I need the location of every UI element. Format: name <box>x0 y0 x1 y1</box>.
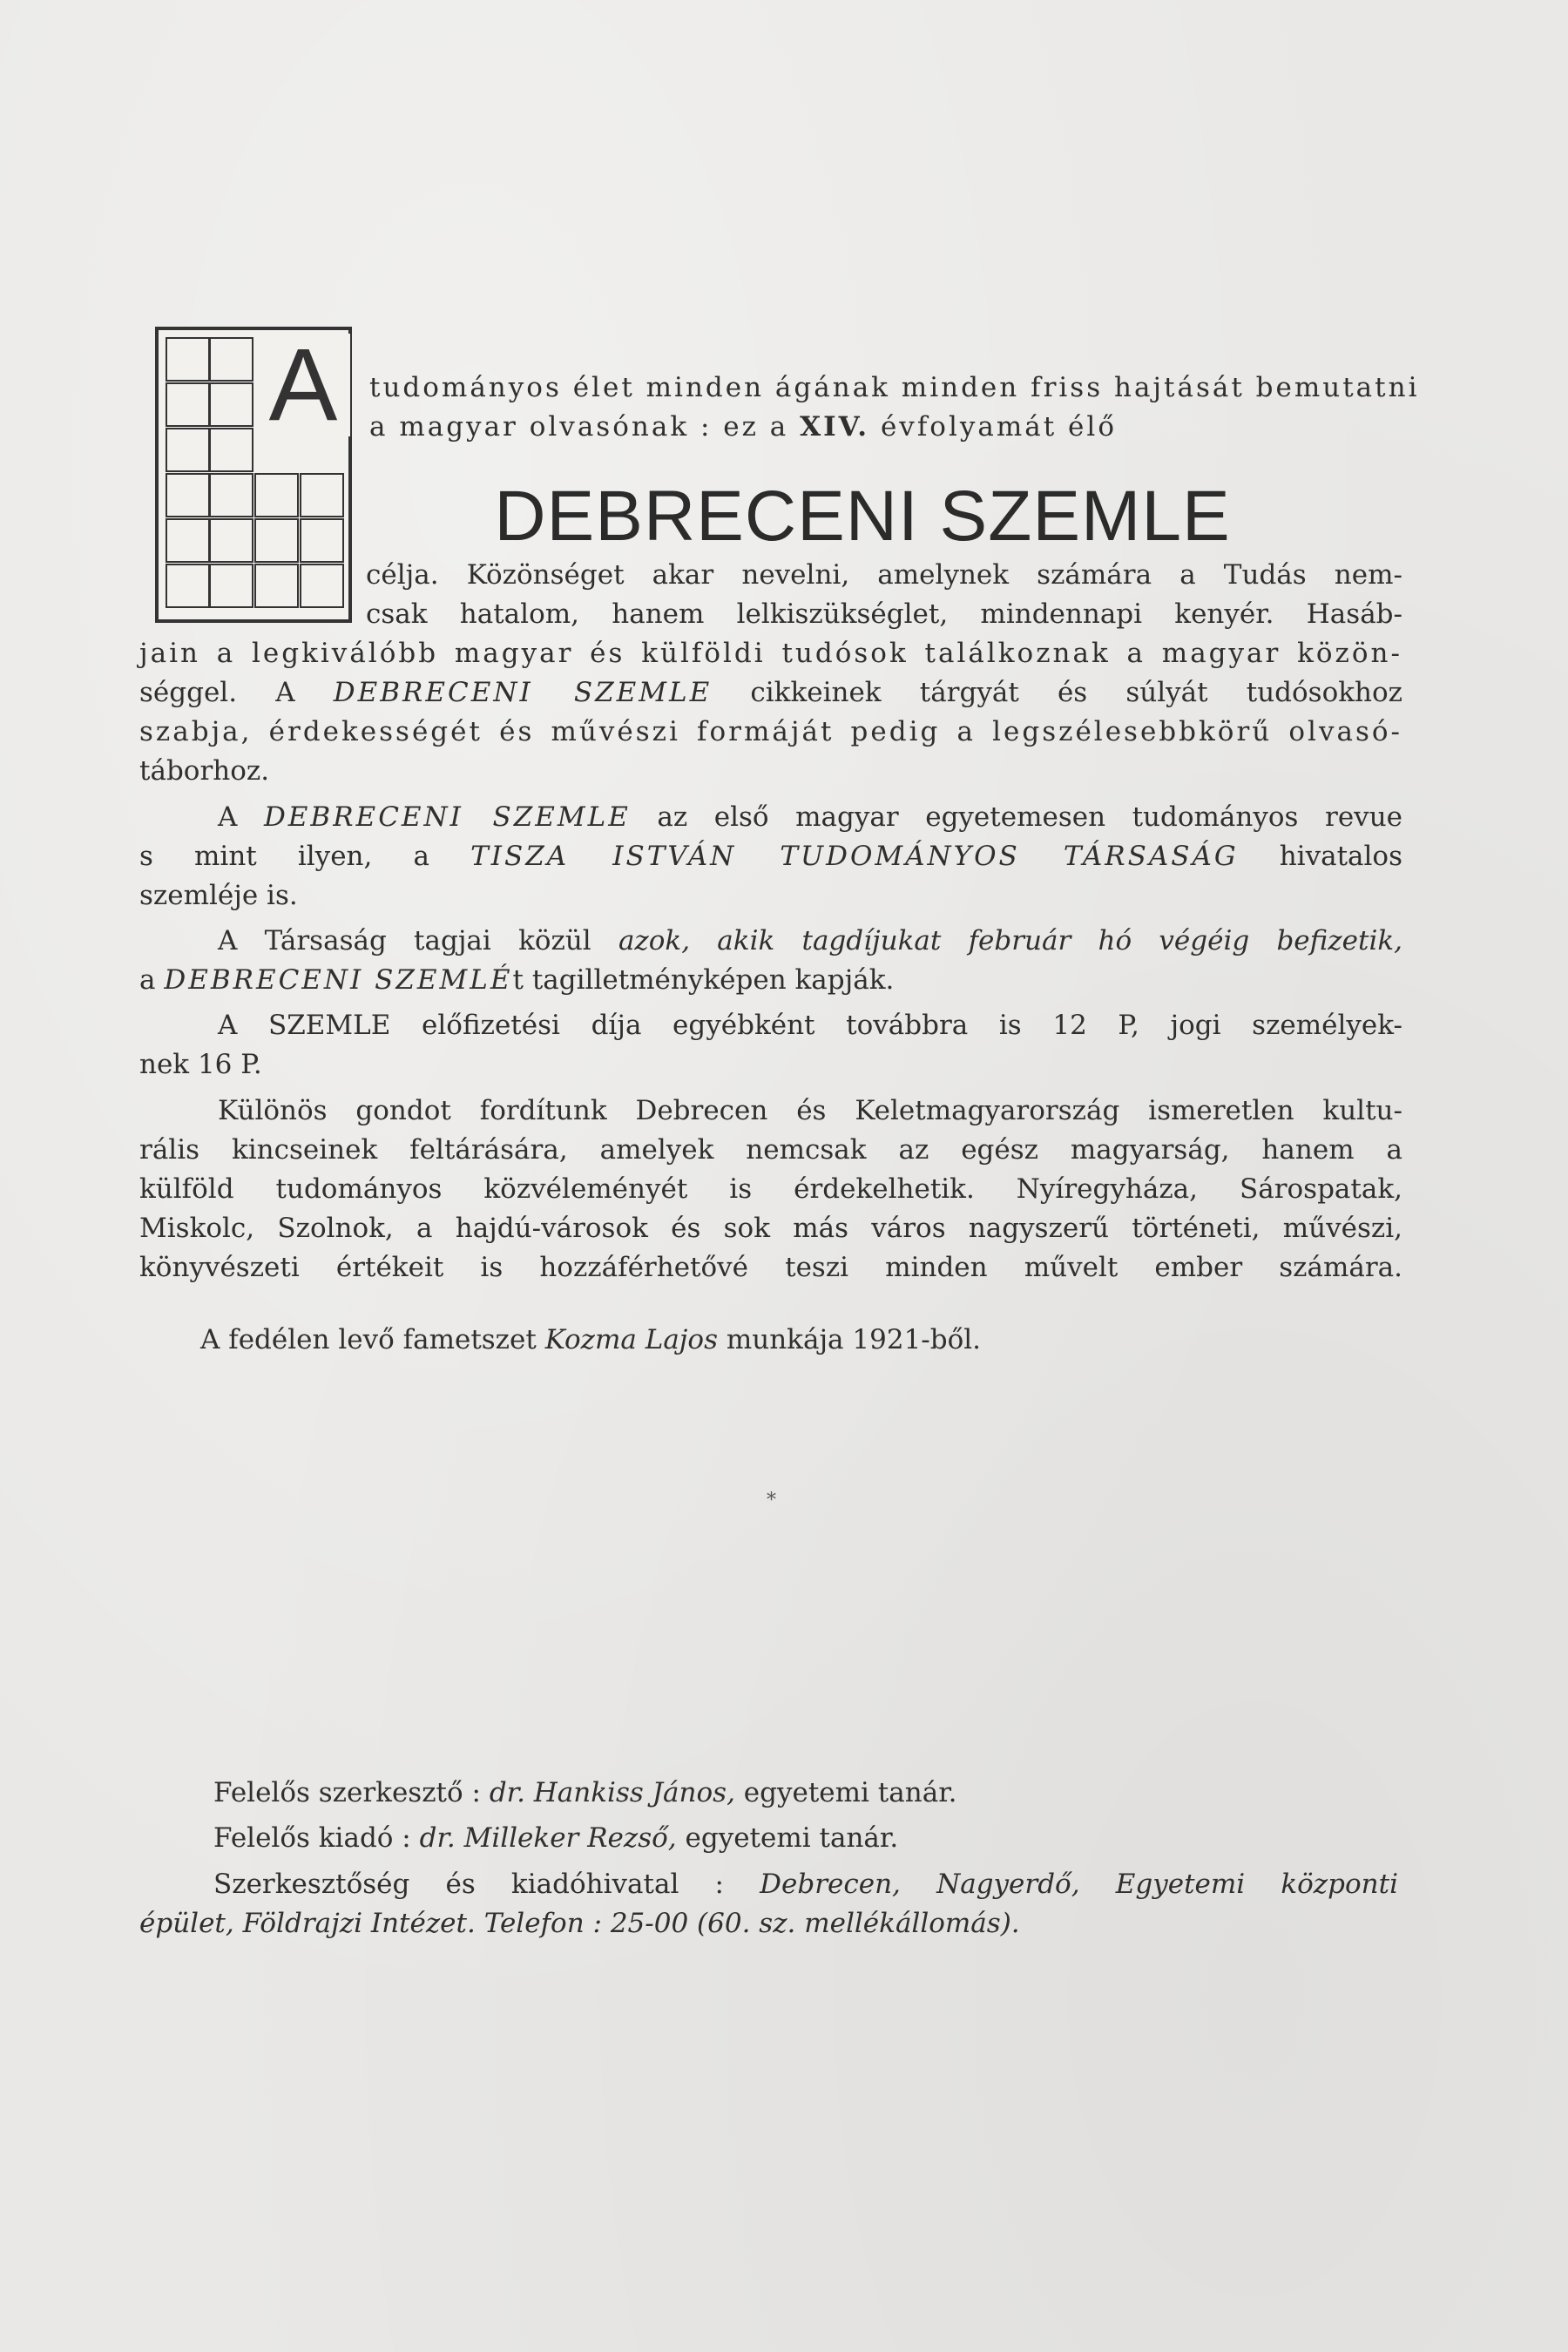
ornament-tile <box>254 564 299 608</box>
ornament-tile <box>209 382 253 427</box>
p3-title-ref: DEBRECENI SZEMLÉ <box>164 964 513 996</box>
imprint-editor-title: egyetemi tanár. <box>734 1777 957 1808</box>
imprint-editor <box>213 1775 956 1810</box>
p3-line-2 <box>139 963 894 997</box>
p2-line-1-c: az első magyar egyetemesen tudományos revue <box>630 801 1403 833</box>
separator-star: * <box>767 1490 776 1511</box>
cover-note-c: munkája 1921-ből. <box>718 1324 982 1355</box>
p1-line-6: táborhoz. <box>139 755 270 787</box>
society-name: TISZA ISTVÁN TUDOMÁNYOS TÁRSASÁG <box>470 841 1239 872</box>
imprint-office-line-1 <box>213 1867 1398 1902</box>
p1-line-4 <box>139 675 1402 710</box>
volume-number: XIV. <box>800 411 870 443</box>
ornament-tile <box>166 564 210 608</box>
ornamental-initial <box>155 327 352 623</box>
imprint-publisher-title: egyetemi tanár. <box>676 1822 899 1854</box>
ornament-tile <box>166 428 210 472</box>
journal-title: DEBRECENI SZEMLE <box>494 476 1231 556</box>
p1-title-ref: DEBRECENI SZEMLE <box>333 677 713 708</box>
p5-line-5: könyvészeti értékeit is hozzáférhetővé teszi minden művelt ember számára. <box>139 1252 1402 1283</box>
p3-line-2-c: t tagilletményképen kapják. <box>512 964 895 996</box>
p1-line-1: célja. Közönséget akar nevelni, amelynek számára a Tudás nem- <box>366 559 1402 591</box>
cover-note-a: A fedélen levő fametszet <box>200 1324 545 1355</box>
intro-line-2-end: évfolyamát élő <box>869 411 1117 443</box>
ornament-tile <box>209 428 253 472</box>
p1-line-4-c: cikkeinek tárgyát és súlyát tudósokhoz <box>712 677 1402 708</box>
intro-line-2-text: a magyar olvasónak : ez a <box>369 411 801 443</box>
p3-line-1-a: A Társaság tagjai közül <box>218 925 618 956</box>
imprint-editor-label: Felelős szerkesztő : <box>213 1777 490 1808</box>
p3-line-1 <box>218 923 1402 958</box>
imprint-office-address: Debrecen, Nagyerdő, Egyetemi központi <box>760 1869 1398 1900</box>
p3-membership-note: azok, akik tagdíjukat február hó végéig befizetik, <box>618 925 1402 956</box>
p2-line-3: szemléje is. <box>139 880 298 911</box>
p3-line-2-a: a <box>139 964 165 996</box>
p1-line-2: csak hatalom, hanem lelkiszükséglet, mindennapi kenyér. Hasáb- <box>366 598 1402 630</box>
p2-title-ref: DEBRECENI SZEMLE <box>263 801 631 833</box>
initial-letter: A <box>256 334 350 436</box>
imprint-office-label: Szerkesztőség és kiadóhivatal : <box>213 1869 760 1900</box>
p1-line-5: szabja, érdekességét és művészi formáját pedig a legszélesebbkörű olvasó- <box>139 716 1402 747</box>
p4-line-2: nek 16 P. <box>139 1049 262 1080</box>
intro-line-1: tudományos élet minden ágának minden friss hajtását bemutatni <box>369 372 1420 403</box>
p2-line-2 <box>139 839 1402 874</box>
ornament-tile <box>166 337 210 382</box>
p2-line-1 <box>218 800 1402 835</box>
ornament-tile <box>300 564 344 608</box>
p5-line-4: Miskolc, Szolnok, a hajdú-városok és sok más város nagyszerű történeti, művészi, <box>139 1213 1402 1244</box>
p4-line-1: A SZEMLE előfizetési díja egyébként továbbra is 12 P, jogi személyek- <box>218 1010 1402 1041</box>
artist-name: Kozma Lajos <box>544 1324 718 1355</box>
ornament-tile <box>209 564 253 608</box>
imprint-office-line-2: épület, Földrajzi Intézet. Telefon : 25-00 (60. sz. mellékállomás). <box>139 1908 1020 1939</box>
imprint-publisher <box>213 1821 898 1855</box>
p2-line-1-a: A <box>218 801 264 833</box>
p2-line-2-a: s mint ilyen, a <box>139 841 471 872</box>
imprint-publisher-name: dr. Milleker Rezső, <box>419 1822 677 1854</box>
imprint-publisher-label: Felelős kiadó : <box>213 1822 420 1854</box>
ornament-tile <box>166 382 210 427</box>
p1-line-3: jain a legkiválóbb magyar és külföldi tudósok találkoznak a magyar közön- <box>139 638 1402 669</box>
ornament-tile <box>209 337 253 382</box>
p5-line-1: Különös gondot fordítunk Debrecen és Keletmagyarország ismeretlen kultu- <box>218 1095 1402 1126</box>
intro-line-2 <box>369 409 1117 444</box>
p5-line-3: külföld tudományos közvéleményét is érdekelhetik. Nyíregyháza, Sárospatak, <box>139 1173 1402 1205</box>
p5-line-2: rális kincseinek feltárására, amelyek nemcsak az egész magyarság, hanem a <box>139 1134 1402 1166</box>
imprint-editor-name: dr. Hankiss János, <box>489 1777 735 1808</box>
p2-line-2-c: hivatalos <box>1238 841 1403 872</box>
p1-line-4-a: séggel. A <box>139 677 334 708</box>
cover-note <box>200 1322 981 1357</box>
